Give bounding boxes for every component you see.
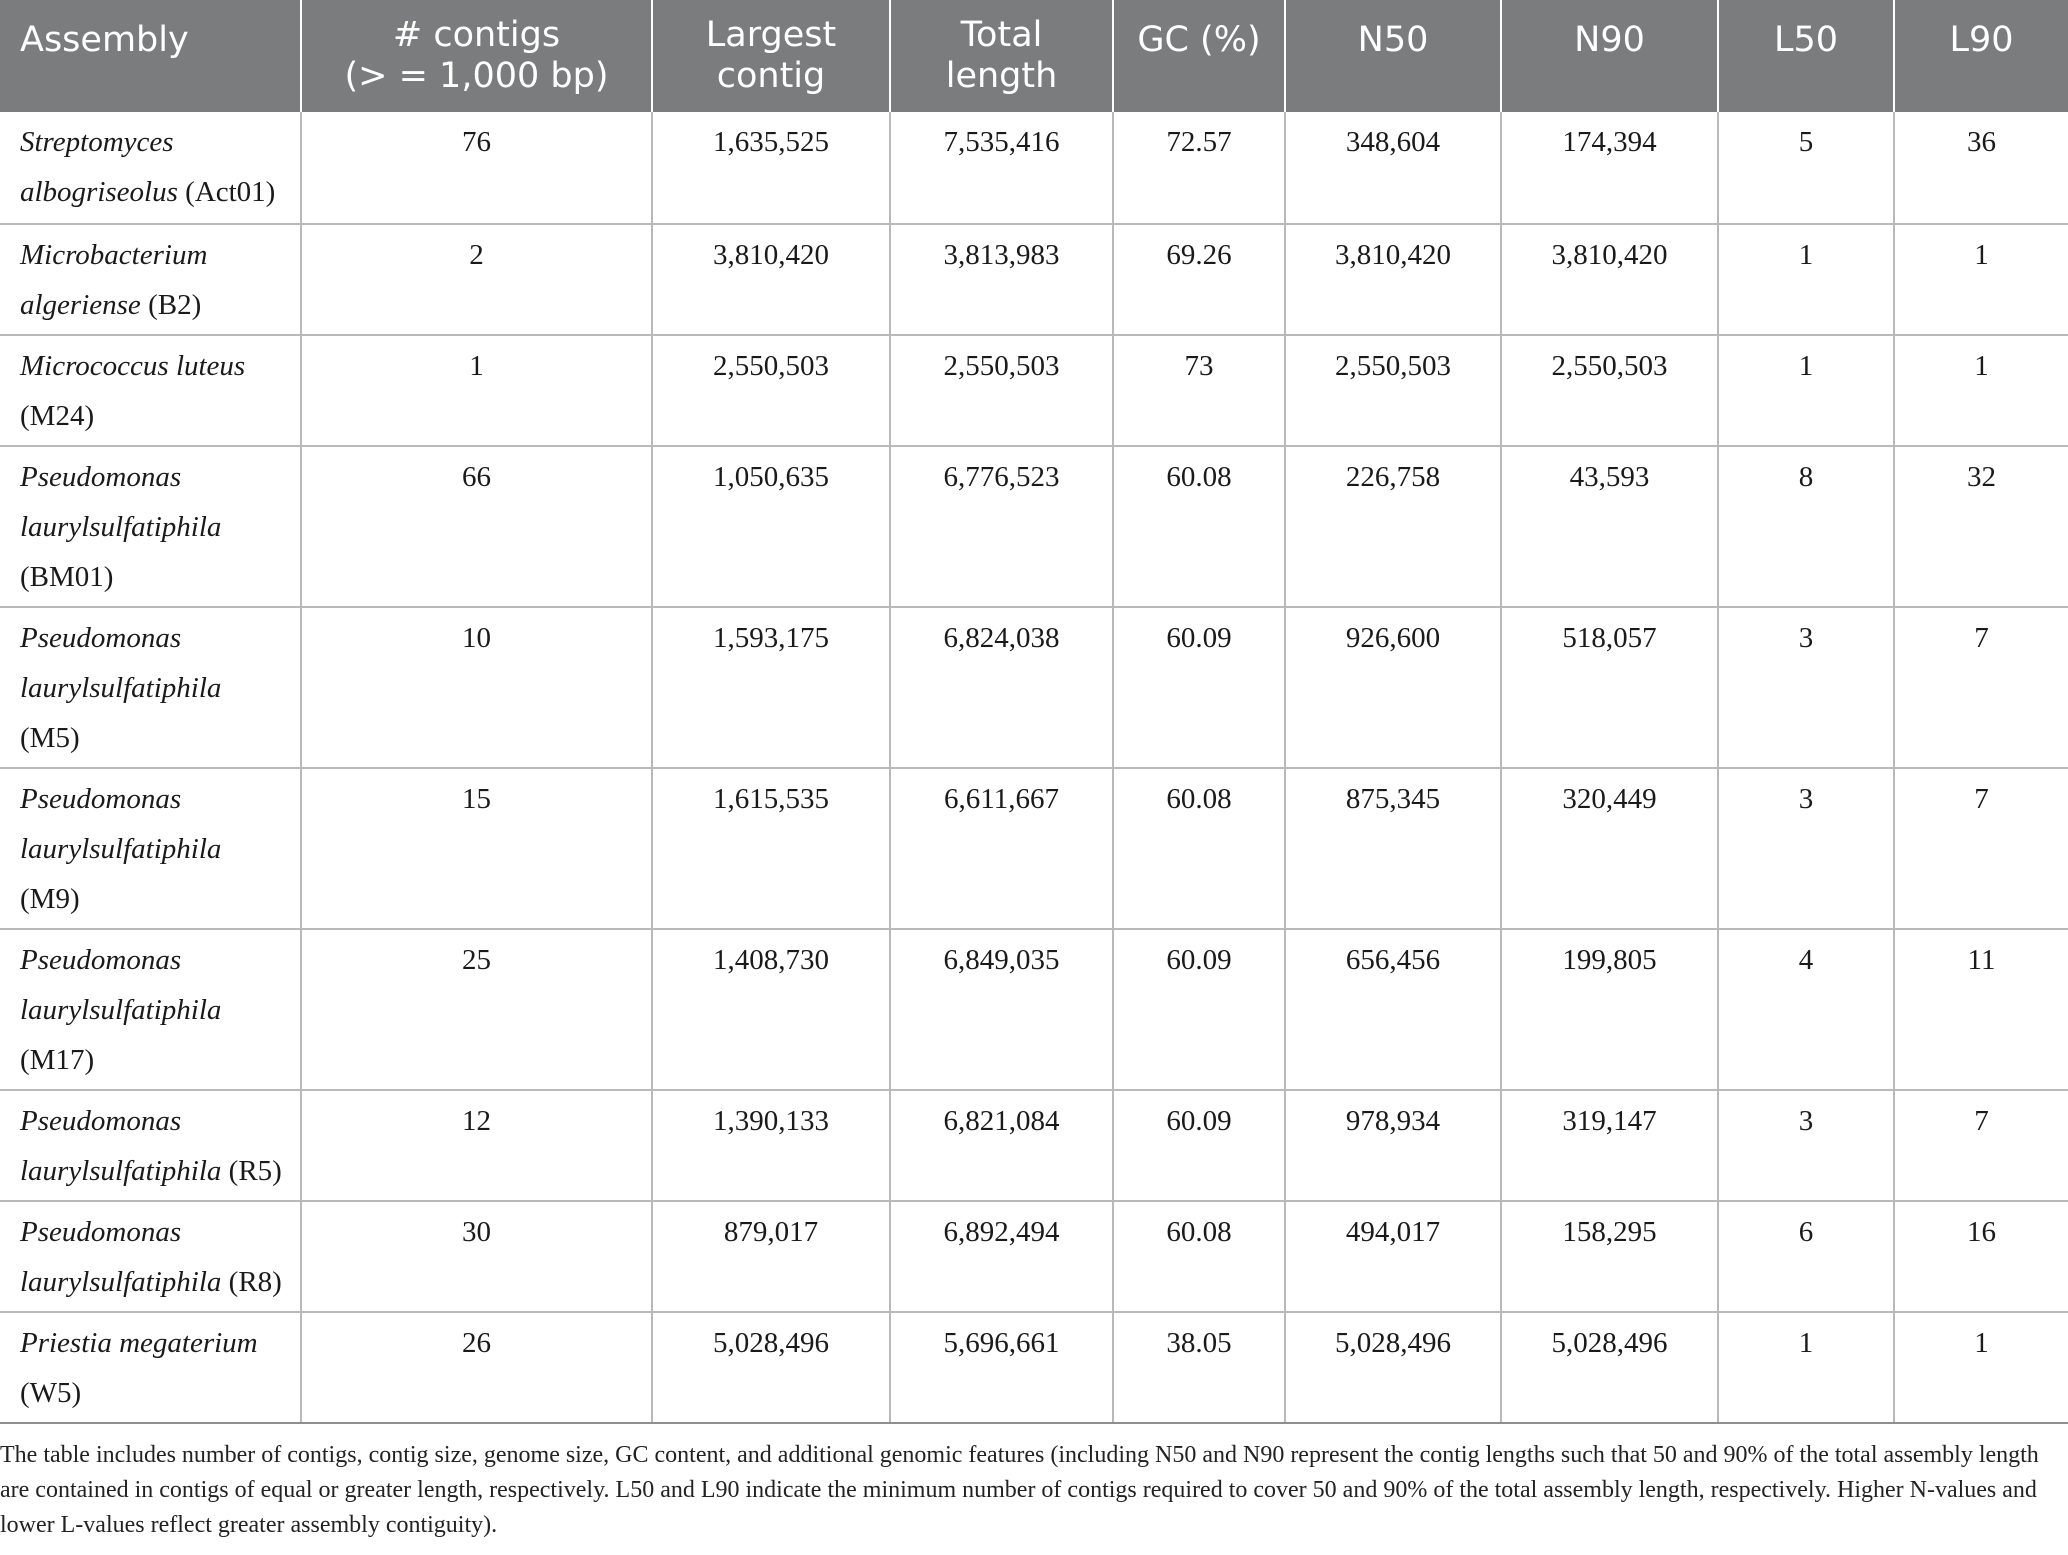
header-largest-contig: Largest contig	[652, 0, 890, 112]
strain-id: (M9)	[20, 883, 80, 915]
cell-n90: 319,147	[1501, 1090, 1718, 1201]
cell-l90: 32	[1894, 446, 2068, 607]
species-name-cont: laurylsulfatiphila	[20, 672, 222, 704]
table-row	[0, 768, 2068, 929]
cell-total-length: 6,821,084	[890, 1090, 1113, 1201]
cell-largest-contig: 1,615,535	[652, 768, 890, 929]
cell-l90: 7	[1894, 768, 2068, 929]
cell-l50: 3	[1718, 1090, 1894, 1201]
table-header	[0, 0, 2068, 112]
cell-l50: 4	[1718, 929, 1894, 1090]
cell-l50: 3	[1718, 607, 1894, 768]
strain-id: (R8)	[221, 1266, 282, 1298]
cell-total-length: 6,849,035	[890, 929, 1113, 1090]
cell-gc: 60.08	[1113, 1201, 1285, 1312]
species-name: Pseudomonas	[20, 1105, 182, 1137]
species-name: Microbacterium	[20, 239, 208, 271]
cell-l50: 3	[1718, 768, 1894, 929]
cell-gc: 38.05	[1113, 1312, 1285, 1423]
species-name: Streptomyces	[20, 126, 174, 158]
table-row	[0, 112, 2068, 224]
cell-total-length: 7,535,416	[890, 112, 1113, 224]
cell-largest-contig: 1,593,175	[652, 607, 890, 768]
cell-total-length: 6,611,667	[890, 768, 1113, 929]
cell-l50: 6	[1718, 1201, 1894, 1312]
cell-n90: 43,593	[1501, 446, 1718, 607]
header-total-length: Total length	[890, 0, 1113, 112]
species-name-cont: albogriseolus	[20, 176, 178, 208]
cell-assembly	[0, 112, 301, 224]
strain-id: (M17)	[20, 1044, 95, 1076]
cell-contigs: 76	[301, 112, 652, 224]
cell-contigs: 25	[301, 929, 652, 1090]
cell-gc: 69.26	[1113, 224, 1285, 335]
cell-gc: 60.08	[1113, 768, 1285, 929]
cell-l50: 1	[1718, 224, 1894, 335]
cell-l90: 7	[1894, 1090, 2068, 1201]
cell-assembly	[0, 768, 301, 929]
cell-n90: 158,295	[1501, 1201, 1718, 1312]
cell-contigs: 66	[301, 446, 652, 607]
cell-n50: 875,345	[1285, 768, 1501, 929]
strain-id: (BM01)	[20, 561, 114, 593]
cell-largest-contig: 1,050,635	[652, 446, 890, 607]
cell-n90: 174,394	[1501, 112, 1718, 224]
cell-l90: 7	[1894, 607, 2068, 768]
cell-n50: 3,810,420	[1285, 224, 1501, 335]
cell-contigs: 12	[301, 1090, 652, 1201]
species-name: Pseudomonas	[20, 783, 182, 815]
cell-largest-contig: 879,017	[652, 1201, 890, 1312]
strain-id: (R5)	[221, 1155, 282, 1187]
species-name: Pseudomonas	[20, 1216, 182, 1248]
cell-total-length: 6,824,038	[890, 607, 1113, 768]
table-footnote: The table includes number of contigs, contig size, genome size, GC content, and additional genomic features (including N50 and N90 represent the contig lengths such that 50 and 90% of the total assembly length are contained in contigs of equal or greater length, respectively. L50 and L90 indicate the minimum number of contigs required to cover 50 and 90% of the total assembly length, respectively. Higher N-values and lower L-values reflect greater assembly contiguity).	[0, 1442, 2039, 1538]
table-row	[0, 446, 2068, 607]
cell-l50: 5	[1718, 112, 1894, 224]
table-row	[0, 929, 2068, 1090]
cell-assembly	[0, 224, 301, 335]
species-name-cont: laurylsulfatiphila	[20, 1266, 222, 1298]
species-name-cont: laurylsulfatiphila	[20, 511, 222, 543]
strain-id: (Act01)	[177, 176, 276, 208]
cell-l90: 36	[1894, 112, 2068, 224]
cell-l50: 1	[1718, 335, 1894, 446]
species-name: Micrococcus luteus	[20, 350, 246, 382]
species-name-cont: laurylsulfatiphila	[20, 833, 222, 865]
species-name-cont: algeriense	[20, 289, 141, 321]
cell-largest-contig: 5,028,496	[652, 1312, 890, 1423]
cell-n90: 3,810,420	[1501, 224, 1718, 335]
strain-id: (B2)	[140, 289, 202, 321]
table-row	[0, 1201, 2068, 1312]
cell-largest-contig: 2,550,503	[652, 335, 890, 446]
cell-contigs: 2	[301, 224, 652, 335]
cell-n50: 978,934	[1285, 1090, 1501, 1201]
cell-total-length: 6,892,494	[890, 1201, 1113, 1312]
cell-gc: 72.57	[1113, 112, 1285, 224]
cell-l90: 1	[1894, 1312, 2068, 1423]
header-n90: N90	[1501, 0, 1718, 112]
cell-l90: 11	[1894, 929, 2068, 1090]
strain-id: (M5)	[20, 722, 80, 754]
cell-total-length: 2,550,503	[890, 335, 1113, 446]
cell-largest-contig: 1,408,730	[652, 929, 890, 1090]
table-body	[0, 112, 2068, 1423]
cell-n50: 926,600	[1285, 607, 1501, 768]
cell-assembly	[0, 1201, 301, 1312]
cell-assembly	[0, 929, 301, 1090]
header-gc: GC (%)	[1113, 0, 1285, 112]
cell-l50: 8	[1718, 446, 1894, 607]
cell-assembly	[0, 335, 301, 446]
cell-gc: 60.08	[1113, 446, 1285, 607]
cell-l90: 1	[1894, 335, 2068, 446]
cell-total-length: 5,696,661	[890, 1312, 1113, 1423]
cell-gc: 60.09	[1113, 607, 1285, 768]
cell-n90: 199,805	[1501, 929, 1718, 1090]
species-name-cont: laurylsulfatiphila	[20, 1155, 222, 1187]
cell-assembly	[0, 446, 301, 607]
cell-gc: 60.09	[1113, 1090, 1285, 1201]
cell-contigs: 15	[301, 768, 652, 929]
table-row	[0, 1090, 2068, 1201]
table-row	[0, 224, 2068, 335]
cell-l90: 16	[1894, 1201, 2068, 1312]
cell-total-length: 3,813,983	[890, 224, 1113, 335]
cell-n90: 518,057	[1501, 607, 1718, 768]
cell-n50: 5,028,496	[1285, 1312, 1501, 1423]
species-name: Pseudomonas	[20, 461, 182, 493]
species-name-cont: laurylsulfatiphila	[20, 994, 222, 1026]
table-row	[0, 335, 2068, 446]
cell-n90: 320,449	[1501, 768, 1718, 929]
cell-assembly	[0, 1090, 301, 1201]
cell-n90: 5,028,496	[1501, 1312, 1718, 1423]
cell-n50: 226,758	[1285, 446, 1501, 607]
cell-contigs: 10	[301, 607, 652, 768]
table-row	[0, 607, 2068, 768]
header-l90: L90	[1894, 0, 2068, 112]
cell-contigs: 30	[301, 1201, 652, 1312]
header-row	[0, 0, 2068, 112]
cell-contigs: 26	[301, 1312, 652, 1423]
cell-largest-contig: 1,390,133	[652, 1090, 890, 1201]
cell-n50: 2,550,503	[1285, 335, 1501, 446]
cell-contigs: 1	[301, 335, 652, 446]
cell-gc: 73	[1113, 335, 1285, 446]
species-name: Pseudomonas	[20, 944, 182, 976]
header-contigs: # contigs (> = 1,000 bp)	[301, 0, 652, 112]
cell-largest-contig: 3,810,420	[652, 224, 890, 335]
strain-id: (W5)	[20, 1377, 82, 1409]
cell-l50: 1	[1718, 1312, 1894, 1423]
cell-gc: 60.09	[1113, 929, 1285, 1090]
cell-n90: 2,550,503	[1501, 335, 1718, 446]
cell-n50: 494,017	[1285, 1201, 1501, 1312]
species-name: Priestia megaterium	[20, 1327, 258, 1359]
cell-largest-contig: 1,635,525	[652, 112, 890, 224]
cell-n50: 656,456	[1285, 929, 1501, 1090]
cell-total-length: 6,776,523	[890, 446, 1113, 607]
cell-n50: 348,604	[1285, 112, 1501, 224]
species-name: Pseudomonas	[20, 622, 182, 654]
table-row	[0, 1312, 2068, 1423]
cell-assembly	[0, 607, 301, 768]
strain-id: (M24)	[20, 400, 95, 432]
cell-assembly	[0, 1312, 301, 1423]
header-n50: N50	[1285, 0, 1501, 112]
cell-l90: 1	[1894, 224, 2068, 335]
header-assembly: Assembly	[0, 0, 301, 112]
header-l50: L50	[1718, 0, 1894, 112]
